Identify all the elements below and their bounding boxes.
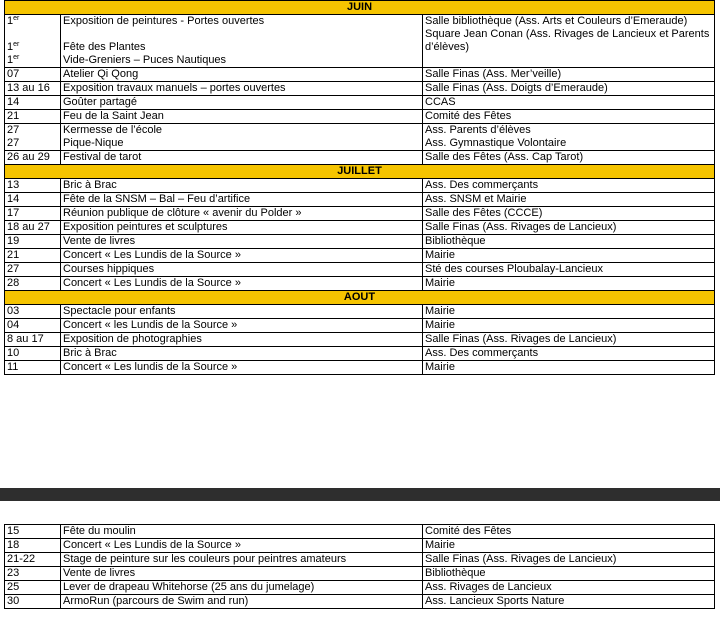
event-location: Sté des courses Ploubalay-Lancieux [423, 263, 715, 277]
table-row [5, 567, 715, 581]
event-date: 21-22 [5, 553, 61, 567]
event-location: Ass. SNSM et Mairie [423, 193, 715, 207]
event-name: Exposition de photographies [61, 333, 423, 347]
event-location: Bibliothèque [423, 235, 715, 249]
event-name: Festival de tarot [61, 151, 423, 165]
table-row [5, 124, 715, 151]
event-date: 28 [5, 277, 61, 291]
event-name: Exposition peintures et sculptures [61, 221, 423, 235]
event-name: Concert « les Lundis de la Source » [61, 319, 423, 333]
event-date: 03 [5, 305, 61, 319]
table-row [5, 525, 715, 539]
table-row [5, 193, 715, 207]
event-date: 21 [5, 110, 61, 124]
event-name: Feu de la Saint Jean [61, 110, 423, 124]
event-location: Ass. Des commerçants [423, 179, 715, 193]
events-table [4, 0, 715, 375]
event-location: Salle Finas (Ass. Mer’veille) [423, 68, 715, 82]
event-name: Atelier Qi Qong [61, 68, 423, 82]
month-header-juin: JUIN [5, 1, 715, 15]
table-row [5, 319, 715, 333]
event-date: 13 au 16 [5, 82, 61, 96]
event-location: Bibliothèque [423, 567, 715, 581]
table-row [5, 96, 715, 110]
event-location: Comité des Fêtes [423, 525, 715, 539]
table-row [5, 581, 715, 595]
event-date: 23 [5, 567, 61, 581]
event-date: 15 [5, 525, 61, 539]
table-row [5, 15, 715, 68]
event-name: Goûter partagé [61, 96, 423, 110]
event-name: Exposition de peintures - Portes ouvertes Fête des Plantes Vide-Greniers – Puces Nautiques [61, 15, 423, 68]
table-row [5, 553, 715, 567]
event-date: 14 [5, 96, 61, 110]
event-location: Salle Finas (Ass. Doigts d’Emeraude) [423, 82, 715, 96]
table-row [5, 68, 715, 82]
event-location: Salle bibliothèque (Ass. Arts et Couleurs d’Emeraude) Square Jean Conan (Ass. Rivages de Lancieux et Parents d’élèves) [423, 15, 715, 68]
event-name: Stage de peinture sur les couleurs pour peintres amateurs [61, 553, 423, 567]
event-name: Fête de la SNSM – Bal – Feu d’artifice [61, 193, 423, 207]
event-name: Vente de livres [61, 567, 423, 581]
event-name: Concert « Les Lundis de la Source » [61, 277, 423, 291]
table-row [5, 277, 715, 291]
table-row [5, 110, 715, 124]
event-date: 14 [5, 193, 61, 207]
event-date: 18 [5, 539, 61, 553]
event-date: 10 [5, 347, 61, 361]
event-name: Courses hippiques [61, 263, 423, 277]
event-name: Bric à Brac [61, 347, 423, 361]
table-row [5, 151, 715, 165]
table-row [5, 235, 715, 249]
event-date: 1er 1er 1er [5, 15, 61, 68]
event-name: Concert « Les lundis de la Source » [61, 361, 423, 375]
event-location: Mairie [423, 305, 715, 319]
event-date: 04 [5, 319, 61, 333]
event-location: Ass. Lancieux Sports Nature [423, 595, 715, 609]
table-row [5, 249, 715, 263]
table-row [5, 207, 715, 221]
event-name: Réunion publique de clôture « avenir du Polder » [61, 207, 423, 221]
table-row [5, 82, 715, 96]
event-location: Mairie [423, 277, 715, 291]
event-location: Salle des Fêtes (Ass. Cap Tarot) [423, 151, 715, 165]
event-name: Vente de livres [61, 235, 423, 249]
event-location: Mairie [423, 361, 715, 375]
event-location: Salle Finas (Ass. Rivages de Lancieux) [423, 553, 715, 567]
event-location: Ass. Des commerçants [423, 347, 715, 361]
event-date: 11 [5, 361, 61, 375]
event-name: Bric à Brac [61, 179, 423, 193]
table-row [5, 539, 715, 553]
month-header-juillet: JUILLET [5, 165, 715, 179]
table-row [5, 263, 715, 277]
table-row [5, 221, 715, 235]
event-location: Mairie [423, 249, 715, 263]
event-date: 13 [5, 179, 61, 193]
event-date: 8 au 17 [5, 333, 61, 347]
table-row [5, 333, 715, 347]
event-date: 30 [5, 595, 61, 609]
event-name: Kermesse de l’école Pique-Nique [61, 124, 423, 151]
event-location: CCAS [423, 96, 715, 110]
event-name: Spectacle pour enfants [61, 305, 423, 319]
page-break-band [0, 488, 720, 501]
event-name: Concert « Les Lundis de la Source » [61, 249, 423, 263]
table-row [5, 595, 715, 609]
event-date: 21 [5, 249, 61, 263]
event-location: Salle des Fêtes (CCCE) [423, 207, 715, 221]
table-row [5, 305, 715, 319]
event-location: Mairie [423, 319, 715, 333]
event-location: Ass. Rivages de Lancieux [423, 581, 715, 595]
event-date: 19 [5, 235, 61, 249]
events-table-continued [4, 524, 715, 609]
event-location: Mairie [423, 539, 715, 553]
event-location: Salle Finas (Ass. Rivages de Lancieux) [423, 221, 715, 235]
table-row [5, 361, 715, 375]
table-row [5, 347, 715, 361]
event-date: 07 [5, 68, 61, 82]
event-date: 26 au 29 [5, 151, 61, 165]
event-date: 27 [5, 263, 61, 277]
event-location: Ass. Parents d’élèves Ass. Gymnastique Volontaire [423, 124, 715, 151]
event-name: Concert « Les Lundis de la Source » [61, 539, 423, 553]
event-date: 25 [5, 581, 61, 595]
event-date: 17 [5, 207, 61, 221]
event-date: 18 au 27 [5, 221, 61, 235]
event-date: 27 27 [5, 124, 61, 151]
month-header-aout: AOUT [5, 291, 715, 305]
event-name: Lever de drapeau Whitehorse (25 ans du jumelage) [61, 581, 423, 595]
event-name: ArmoRun (parcours de Swim and run) [61, 595, 423, 609]
event-name: Fête du moulin [61, 525, 423, 539]
event-location: Comité des Fêtes [423, 110, 715, 124]
event-name: Exposition travaux manuels – portes ouvertes [61, 82, 423, 96]
table-row [5, 179, 715, 193]
event-location: Salle Finas (Ass. Rivages de Lancieux) [423, 333, 715, 347]
